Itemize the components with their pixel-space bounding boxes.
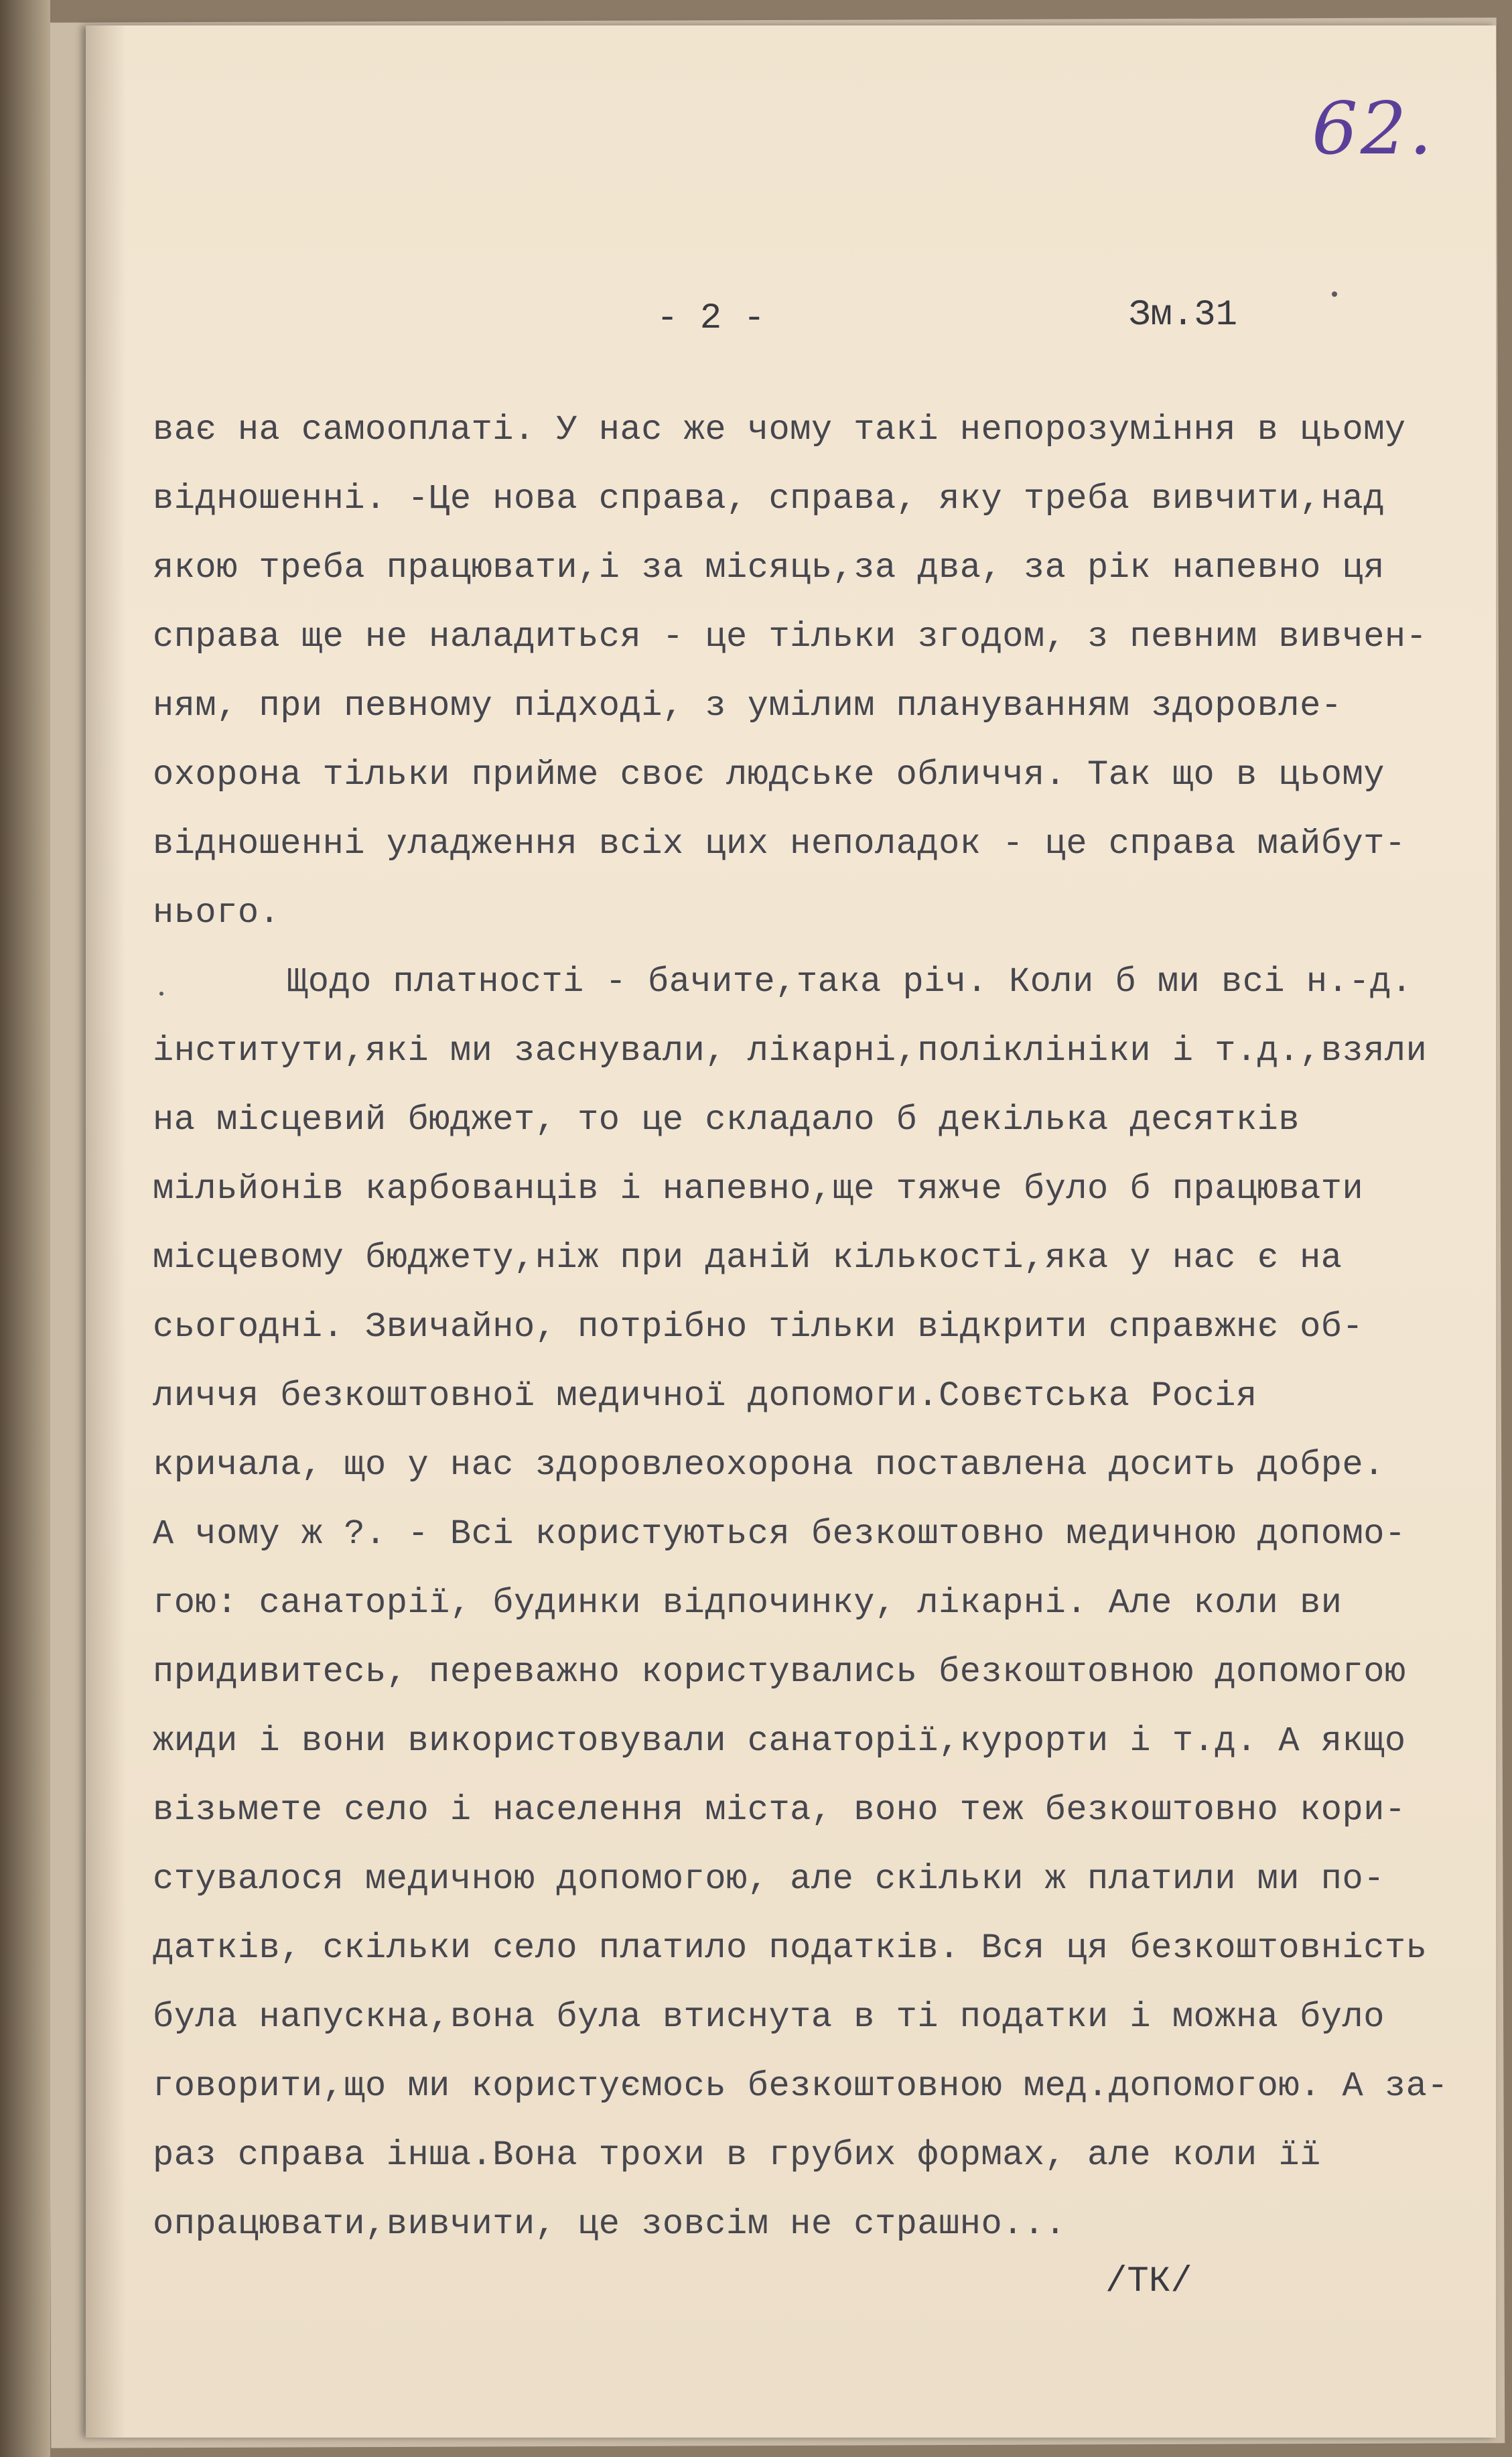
- ink-speck: [1332, 291, 1337, 297]
- text-line: місцевому бюджету,ніж при даній кількості,яка у нас є на: [153, 1238, 1343, 1278]
- text-line: охорона тільки прийме своє людське обличчя. Так що в цьому: [153, 755, 1385, 795]
- text-line: А чому ж ?. - Всі користуються безкоштовно медичною допомо-: [153, 1514, 1406, 1554]
- text-line: ває на самооплаті. У нас же чому такі непорозуміння в цьому: [153, 410, 1406, 450]
- ink-speck: [159, 992, 163, 996]
- text-line: якою треба працювати,і за місяць,за два, за рік напевно ця: [153, 548, 1385, 588]
- text-line: говорити,що ми користуємось безкоштовною мед.допомогою. А за-: [153, 2066, 1449, 2106]
- text-line: придивитесь, переважно користувались безкоштовною допомогою: [153, 1652, 1406, 1692]
- paragraph-start-line: Щодо платності - бачите,така річ. Коли б ми всі н.-д.: [287, 962, 1413, 1002]
- text-line: відношенні уладження всіх цих неполадок - це справа майбут-: [153, 824, 1406, 864]
- text-line: справа ще не наладиться - це тільки згодом, з певним вивчен-: [153, 617, 1428, 657]
- text-line: жиди і вони використовували санаторії,курорти і т.д. А якщо: [153, 1721, 1406, 1761]
- text-line: сьогодні. Звичайно, потрібно тільки відкрити справжнє об-: [153, 1307, 1364, 1347]
- text-line: нього.: [153, 893, 281, 933]
- text-line: кричала, що у нас здоровлеохорона поставлена досить добре.: [153, 1445, 1385, 1485]
- text-line: гою: санаторії, будинки відпочинку, лікарні. Але коли ви: [153, 1583, 1343, 1623]
- typist-initials: /ТК/: [1105, 2261, 1192, 2302]
- text-line: інститути,які ми заснували, лікарні,поліклініки і т.д.,взяли: [153, 1031, 1428, 1071]
- text-line: була напускна,вона була втиснута в ті податки і можна було: [153, 1997, 1385, 2037]
- text-line: візьмете село і населення міста, воно теж безкоштовно кори-: [153, 1790, 1406, 1830]
- text-line: ням, при певному підході, з умілим плануванням здоровле-: [153, 686, 1343, 726]
- document-reference: Зм.31: [1129, 295, 1238, 336]
- text-line: датків, скільки село платило податків. Вся ця безкоштовність: [153, 1928, 1428, 1968]
- page-shadow: [86, 25, 126, 2438]
- folio-number: 62.: [1312, 87, 1435, 171]
- text-line: мільйонів карбованців і напевно,ще тяжче було б працювати: [153, 1169, 1364, 1209]
- typed-body-text: [153, 395, 1449, 2259]
- text-line: на місцевий бюджет, то це складало б декілька десятків: [153, 1100, 1300, 1140]
- text-line: стувалося медичною допомогою, але скільки ж платили ми по-: [153, 1859, 1385, 1899]
- text-line: відношенні. -Це нова справа, справа, яку треба вивчити,над: [153, 479, 1385, 519]
- text-line: личчя безкоштовної медичної допомоги.Совєтська Росія: [153, 1376, 1257, 1416]
- binding-edge: [0, 0, 50, 2457]
- text-line: раз справа інша.Вона трохи в грубих формах, але коли її: [153, 2135, 1321, 2175]
- text-line: опрацювати,вивчити, це зовсім не страшно...: [153, 2204, 1067, 2244]
- page-number: - 2 -: [657, 298, 766, 339]
